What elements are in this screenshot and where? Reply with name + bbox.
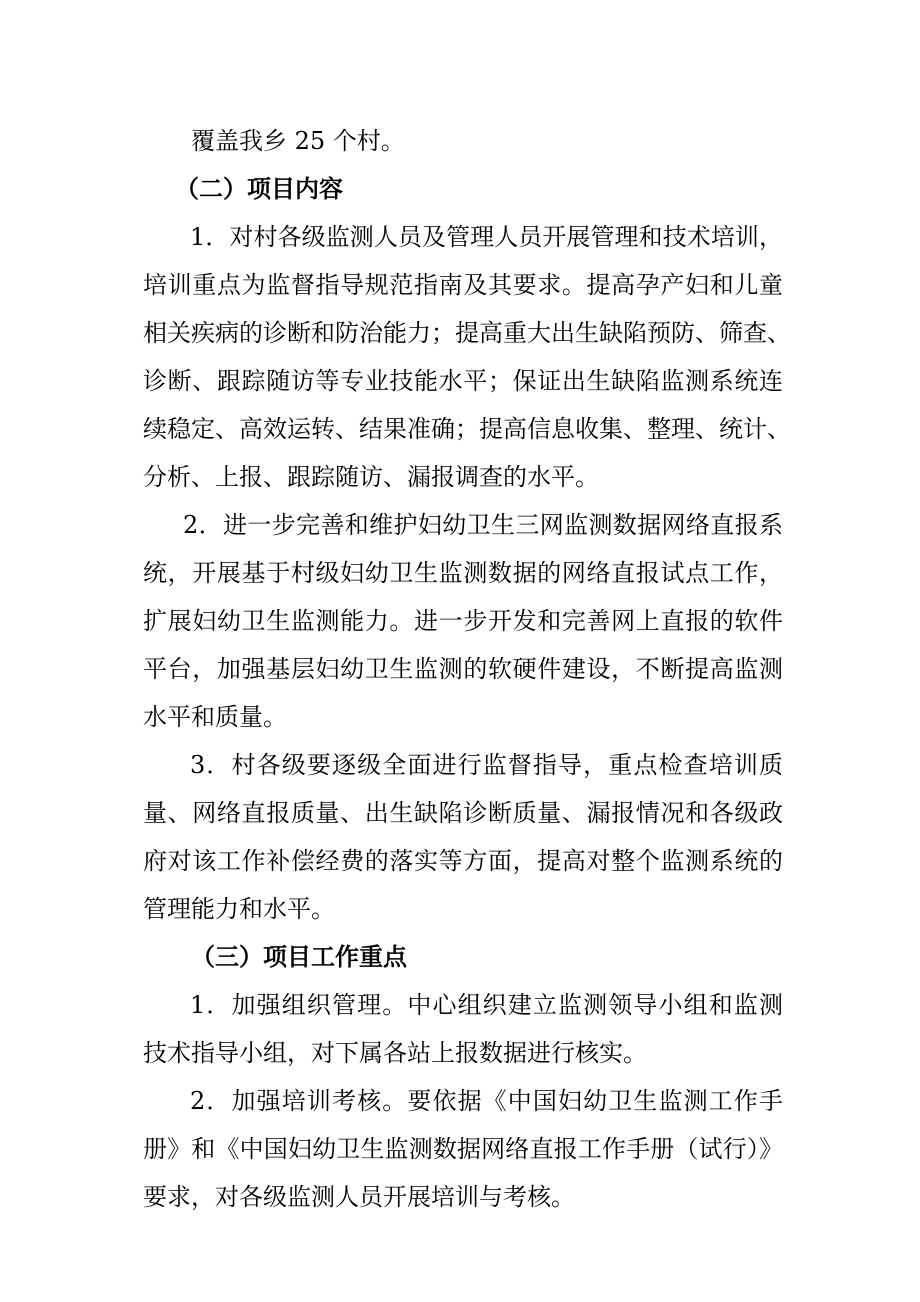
text-line: 府对该工作补偿经费的落实等方面，提高对整个监测系统的	[143, 847, 783, 875]
text-line: 培训重点为监督指导规范指南及其要求。提高孕产妇和儿童	[143, 271, 783, 299]
text-line: 管理能力和水平。	[143, 895, 335, 923]
text-line: 量、网络直报质量、出生缺陷诊断质量、漏报情况和各级政	[143, 799, 783, 827]
text-line: 相关疾病的诊断和防治能力；提高重大出生缺陷预防、筛查、	[143, 319, 791, 347]
text-line: 诊断、跟踪随访等专业技能水平；保证出生缺陷监测系统连	[143, 367, 783, 395]
text-line: 要求，对各级监测人员开展培训与考核。	[143, 1183, 575, 1211]
text-line: 1．对村各级监测人员及管理人员开展管理和技术培训，	[190, 223, 783, 251]
text-line: 覆盖我乡 25 个村。	[191, 127, 405, 155]
text-line: 续稳定、高效运转、结果准确；提高信息收集、整理、统计、	[143, 415, 791, 443]
text-line: 1．加强组织管理。中心组织建立监测领导小组和监测	[190, 991, 783, 1019]
text-line: 扩展妇幼卫生监测能力。进一步开发和完善网上直报的软件	[143, 607, 783, 635]
text-line: 册》和《中国妇幼卫生监测数据网络直报工作手册（试行）》	[143, 1135, 783, 1163]
text-line: 技术指导小组，对下属各站上报数据进行核实。	[143, 1039, 647, 1067]
text-line: 分析、上报、跟踪随访、漏报调查的水平。	[143, 463, 599, 491]
text-line: 水平和质量。	[143, 703, 287, 731]
text-line: 平台，加强基层妇幼卫生监测的软硬件建设，不断提高监测	[143, 655, 783, 683]
text-line: 3．村各级要逐级全面进行监督指导，重点检查培训质	[190, 751, 783, 779]
text-line: 统，开展基于村级妇幼卫生监测数据的网络直报试点工作，	[143, 559, 783, 587]
section-heading: （三）项目工作重点	[191, 942, 407, 971]
section-heading: （二）项目内容	[175, 174, 343, 203]
text-line: 2．加强培训考核。要依据《中国妇幼卫生监测工作手	[190, 1087, 783, 1115]
text-line: 2．进一步完善和维护妇幼卫生三网监测数据网络直报系	[183, 511, 783, 539]
